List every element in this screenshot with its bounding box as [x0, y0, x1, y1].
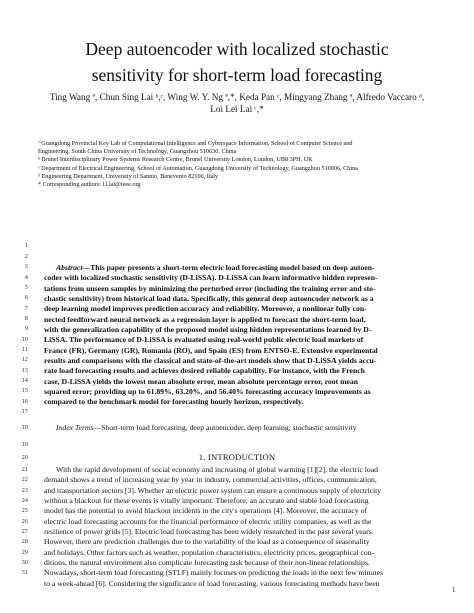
- line-number: 23: [21, 487, 28, 494]
- body-line: With the rapid development of social economy and increasing of global warming [1][2], the electric load: [56, 465, 379, 474]
- abstract-line: case, D-LiSSA yields the lowest mean absolute error, mean absolute percentage error, root mean: [44, 376, 359, 386]
- line-number: 12: [21, 356, 28, 363]
- body-line: without a blackout for these events is vitally important. Therefore, an accurate and stable load forecasting: [44, 496, 369, 506]
- section-heading: 1. INTRODUCTION: [198, 452, 276, 462]
- body-line: electric load forecasting accounts for the financial performance of electric utility companies, as well as the: [44, 516, 372, 526]
- author-line: Ting Wang ª, Chun Sing Lai ᵇ,ᶜ, Wing W. Y. Ng ª,*, Keda Pan ᶜ, Mingyang Zhang ª, Alfredo Vaccaro ᵈ,: [49, 92, 425, 102]
- line-number: 25: [21, 507, 28, 514]
- affiliation-line: ᵇ Brunel Interdisciplinary Power Systems Research Centre, Brunel University London, London, UB8 3PH, UK: [38, 156, 313, 164]
- affiliation-line: ᵈ Engineering Department, University of Sannio, Benevento 82100, Italy: [38, 172, 219, 180]
- body-line: Nowadays, short-term load forecasting (STLF) mainly focuses on predicting the loads in the next few minutes: [44, 568, 384, 578]
- abstract-label: Abstract: [56, 263, 83, 272]
- line-number: 2: [24, 253, 28, 260]
- line-number: 17: [21, 408, 28, 415]
- line-number: 24: [21, 497, 28, 504]
- line-number: 30: [21, 559, 28, 566]
- body-line: to a week-ahead [6]. Considering the significance of load forecasting, various forecasting methods have been: [44, 578, 380, 588]
- affiliation-line: ᶜ Department of Electrical Engineering, School of Automation, Guangdong University of Technology, Guangzhou 510006, China: [38, 164, 358, 172]
- abstract-line: results and comparisons with the classical and state-of-the-art models show that D-LiSSA yields accu-: [44, 356, 377, 366]
- body-line: However, there are prediction challenges due to the variability of the load as a consequence of seasonality: [44, 537, 370, 547]
- line-number: 10: [21, 336, 28, 343]
- abstract-line: France (FR), Germany (GR), Romania (RO), and Spain (ES) from ENTSO-E. Extensive experimental: [44, 345, 378, 355]
- affiliation-line: ª Guangdong Provincial Key Lab of Computational Intelligence and Cyberspace Information, School of Computer Science and: [38, 140, 353, 147]
- index-terms: [56, 423, 454, 433]
- line-number: 9: [24, 325, 28, 332]
- line-number: 15: [21, 387, 28, 394]
- body-line: ditions, the natural environment also complicate forecasting task because of their non-linear relationships.: [44, 558, 370, 568]
- line-number: 31: [21, 569, 28, 576]
- abstract-line: deep learning model improves prediction accuracy and reliability. Moreover, a nonlinear fully con-: [44, 304, 367, 314]
- paper-title: [20, 36, 454, 88]
- abstract-text: —This paper presents a short-term electric load forecasting model based on deep autoen-: [82, 263, 375, 272]
- line-number: 8: [24, 315, 28, 322]
- line-number: 22: [21, 476, 28, 483]
- line-number: 4: [24, 274, 28, 281]
- abstract-line: with the generalization capability of the proposed model using hidden representations learned by D-: [44, 325, 372, 335]
- body-text: [44, 465, 454, 589]
- author-line: Loi Lei Lai ᶜ,*: [210, 104, 264, 114]
- body-line: and transportation sectors [3]. Whether an electric power system can ensure a continuous supply of electricity: [44, 485, 382, 495]
- line-number: 1: [24, 242, 28, 249]
- line-number: 20: [21, 454, 28, 461]
- abstract: [44, 263, 442, 408]
- index-terms-text: —Short-term load forecasting, deep autoencoder, deep learning, stochastic sensitivity: [93, 423, 357, 432]
- abstract-line: LiSSA. The performance of D-LiSSA is evaluated using real-world public electric load markets of: [44, 335, 364, 345]
- line-number: 11: [21, 346, 28, 353]
- index-terms-label: Index Terms: [56, 423, 94, 432]
- title-line: sensitivity for short-term load forecasting: [91, 65, 383, 85]
- line-number: 21: [21, 466, 28, 473]
- page-number: 1: [452, 586, 456, 594]
- line-number: 13: [21, 367, 28, 374]
- line-number: 18: [21, 424, 28, 431]
- body-line: demand shows a trend of increasing year by year in industry, commercial activities, offices, communication,: [44, 475, 377, 485]
- abstract-line: chastic sensitivity) from historical load data. Specifically, this general deep autoencoder network as a: [44, 294, 374, 304]
- line-number: 29: [21, 549, 28, 556]
- affiliation-line: Engineering, South China University of Technology, Guangzhou 510630, China: [38, 148, 237, 156]
- line-number: 5: [24, 284, 28, 291]
- line-number: 6: [24, 294, 28, 301]
- abstract-line: compared to the benchmark model for forecasting hourly horizon, respectively.: [44, 397, 304, 407]
- line-number: 19: [21, 441, 28, 448]
- title-line: Deep autoencoder with localized stochastic: [85, 39, 389, 59]
- line-number: 27: [21, 528, 28, 535]
- abstract-line: tations from unseen samples by minimizing the perturbed error (including the training error and sto-: [44, 283, 376, 293]
- abstract-first-line: [44, 263, 442, 273]
- body-line: and holidays. Other factors such as weather, population characteristics, electricity prices, geographical con-: [44, 547, 375, 557]
- affiliations: [38, 140, 454, 189]
- author-list: [20, 91, 454, 115]
- line-number: 26: [21, 518, 28, 525]
- line-number: 16: [21, 398, 28, 405]
- abstract-line: rate load forecasting results and achieves desired reliable capability. For instance, with the French: [44, 366, 365, 376]
- line-number: 28: [21, 538, 28, 545]
- abstract-line: coder with localized stochastic sensitivity (D-LiSSA). D-LiSSA can learn informative hidden represen-: [44, 273, 378, 283]
- line-number: 7: [24, 305, 28, 312]
- abstract-line: nected feedforward neural network as a regression layer is applied to forecast the short-term load,: [44, 314, 366, 324]
- body-line: model has the potential to avoid blackout incidents in the city's operations [4]. Moreover, the accuracy of: [44, 506, 367, 516]
- line-number: 14: [21, 377, 28, 384]
- line-number: 3: [24, 263, 28, 270]
- corresponding-author-line: * Corresponding authors: l.l.lai@ieee.org: [38, 181, 141, 189]
- abstract-line: squared error; providing up to 61.89%, 63.20%, and 56.40% forecasting accuracy improvements as: [44, 387, 371, 397]
- body-line: resilience of power grids [5]. Electric load forecasting has been widely researched in the past several years.: [44, 527, 374, 537]
